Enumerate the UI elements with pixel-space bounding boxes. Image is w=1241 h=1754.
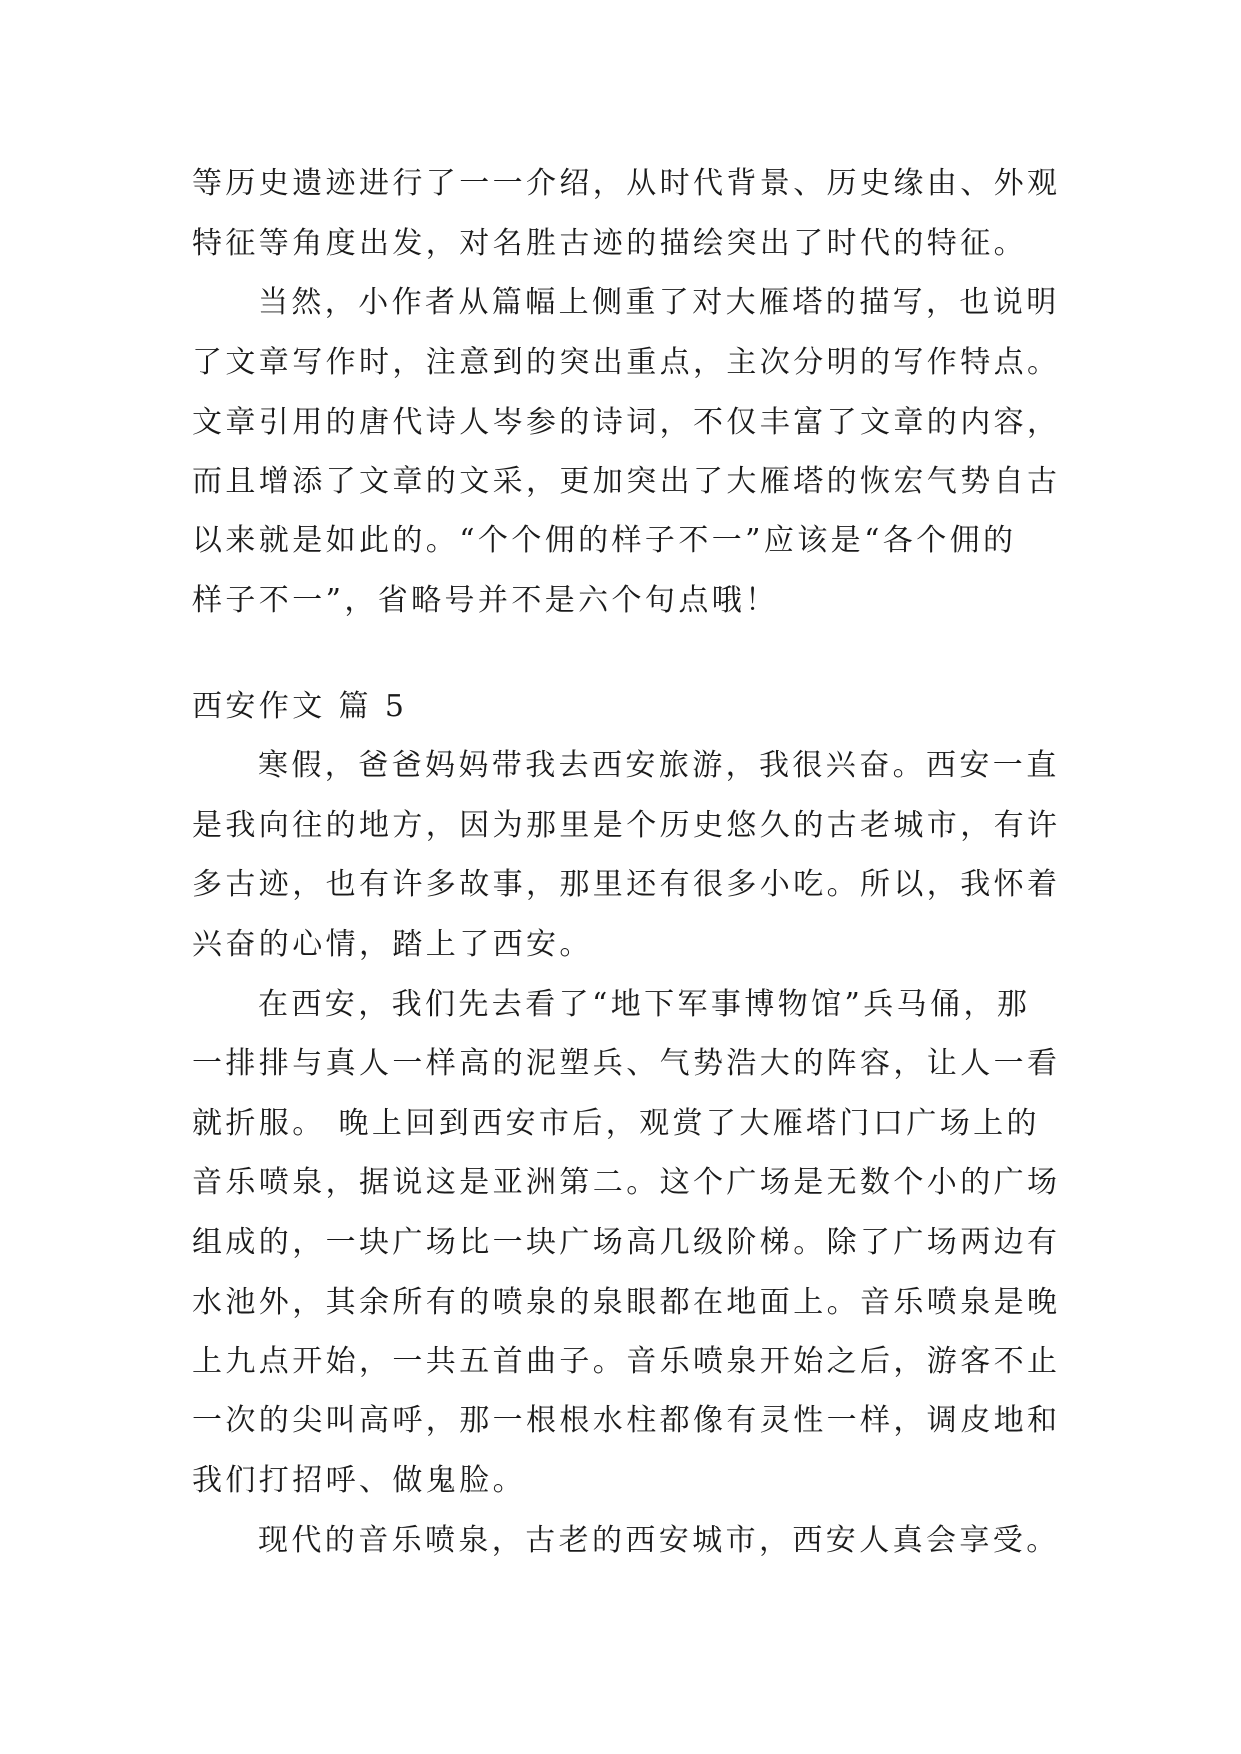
paragraph-4-line-6: 水池外，其余所有的喷泉的泉眼都在地面上。音乐喷泉是晚 — [192, 1285, 1061, 1320]
paragraph-2-line-2: 了文章写作时，注意到的突出重点，主次分明的写作特点。 — [192, 345, 1061, 380]
paragraph-4-line-5: 组成的，一块广场比一块广场高几级阶梯。除了广场两边有 — [192, 1225, 1061, 1260]
paragraph-2-line-4: 而且增添了文章的文采，更加突出了大雁塔的恢宏气势自古 — [192, 464, 1061, 499]
section-title: 西安作文 篇 5 — [192, 689, 408, 724]
paragraph-2-line-6: 样子不一”，省略号并不是六个句点哦！ — [192, 583, 779, 618]
paragraph-1-line-2: 特征等角度出发，对名胜古迹的描绘突出了时代的特征。 — [192, 226, 1027, 261]
paragraph-4-line-9: 我们打招呼、做鬼脸。 — [192, 1463, 526, 1498]
paragraph-4-line-3: 就折服。 晚上回到西安市后，观赏了大雁塔门口广场上的 — [192, 1106, 1040, 1141]
paragraph-4-line-2: 一排排与真人一样高的泥塑兵、气势浩大的阵容，让人一看 — [192, 1046, 1061, 1081]
paragraph-1-line-1: 等历史遗迹进行了一一介绍，从时代背景、历史缘由、外观 — [192, 166, 1061, 201]
paragraph-2-line-5: 以来就是如此的。“个个佣的样子不一”应该是“各个佣的 — [192, 523, 1017, 558]
paragraph-4-line-7: 上九点开始，一共五首曲子。音乐喷泉开始之后，游客不止 — [192, 1344, 1061, 1379]
paragraph-2-line-3: 文章引用的唐代诗人岑参的诗词，不仅丰富了文章的内容， — [192, 405, 1061, 440]
paragraph-4-line-1: 在西安，我们先去看了“地下军事博物馆”兵马俑，那 — [258, 987, 1031, 1022]
paragraph-4-line-4: 音乐喷泉，据说这是亚洲第二。这个广场是无数个小的广场 — [192, 1165, 1061, 1200]
paragraph-3-line-2: 是我向往的地方，因为那里是个历史悠久的古老城市，有许 — [192, 808, 1061, 843]
paragraph-2-line-1: 当然，小作者从篇幅上侧重了对大雁塔的描写，也说明 — [258, 285, 1060, 320]
paragraph-4-line-8: 一次的尖叫高呼，那一根根水柱都像有灵性一样，调皮地和 — [192, 1403, 1061, 1438]
paragraph-3-line-1: 寒假，爸爸妈妈带我去西安旅游，我很兴奋。西安一直 — [258, 748, 1060, 783]
paragraph-5-line-1: 现代的音乐喷泉，古老的西安城市，西安人真会享受。 — [258, 1523, 1060, 1558]
paragraph-3-line-4: 兴奋的心情，踏上了西安。 — [192, 927, 593, 962]
paragraph-3-line-3: 多古迹，也有许多故事，那里还有很多小吃。所以，我怀着 — [192, 867, 1061, 902]
